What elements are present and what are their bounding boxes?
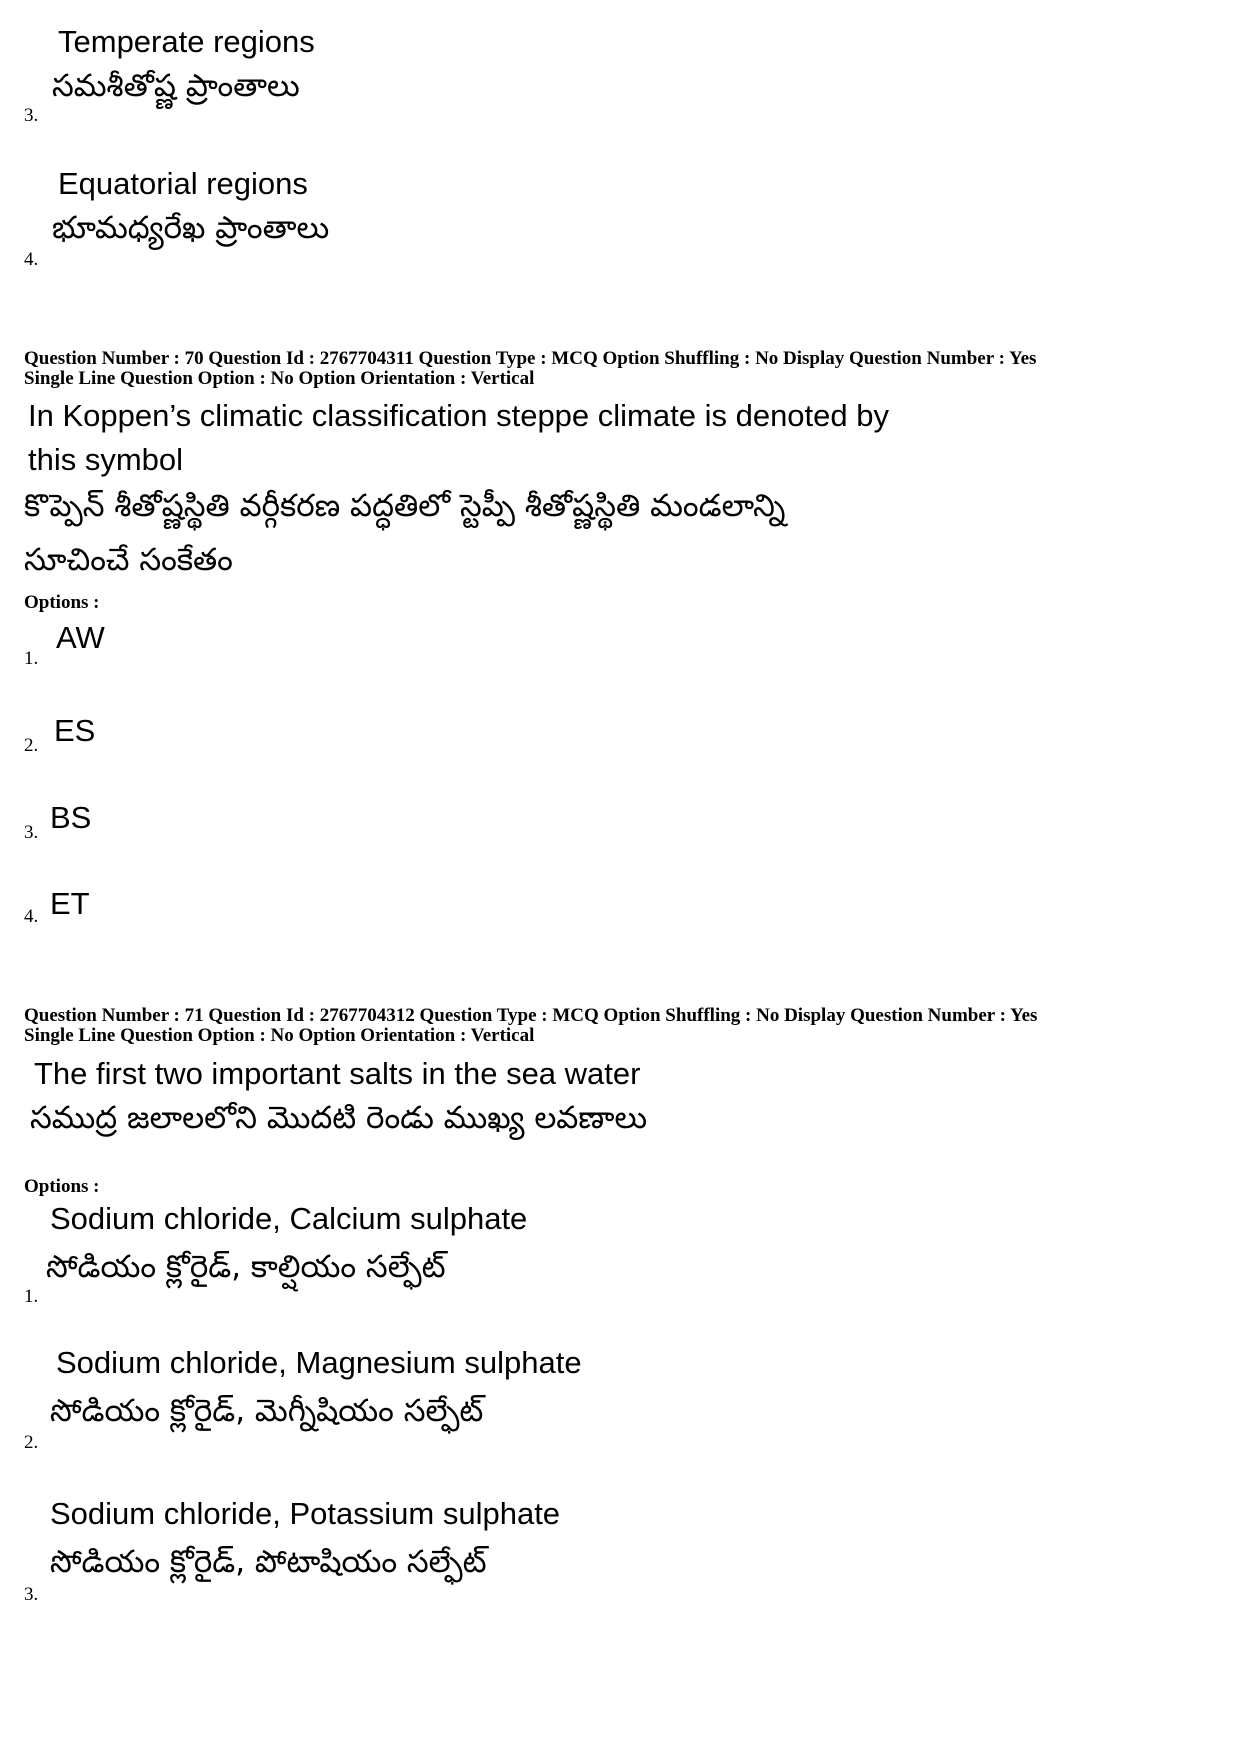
q71-option-3-te[interactable]: సోడియం క్లోరైడ్, పోటాషియం సల్ఫేట్ [50,1544,487,1580]
q70-option-3[interactable]: BS [50,800,92,835]
q71-option-1-number: 1. [24,1286,39,1307]
q70-question-te-line1: కొప్పెన్ శీతోష్ణస్థితి వర్గీకరణ పద్ధతిలో స్టెప్పీ శీతోష్ణస్థితి మండలాన్ని [24,488,786,524]
q71-question-en: The first two important salts in the sea water [34,1056,641,1091]
q70-option-2-number: 2. [24,735,39,756]
q70-question-en-line1: In Koppen’s climatic classification steppe climate is denoted by [28,398,889,433]
q71-option-1-te[interactable]: సోడియం క్లోరైడ్, కాల్షియం సల్ఫేట్ [46,1249,446,1285]
q70-option-4[interactable]: ET [50,886,90,921]
q71-meta-line1: Question Number : 71 Question Id : 2767704312 Question Type : MCQ Option Shuffling : No Display Question Number : Yes [24,1005,1038,1026]
q70-option-2[interactable]: ES [54,713,96,748]
prev-option-3-en: Temperate regions [58,24,315,59]
q71-option-1-en[interactable]: Sodium chloride, Calcium sulphate [50,1201,528,1236]
q71-option-3-number: 3. [24,1584,39,1605]
prev-option-3-number: 3. [24,105,39,126]
prev-option-4-en: Equatorial regions [58,166,308,201]
q70-option-1[interactable]: AW [56,620,105,655]
q71-question-te: సముద్ర జలాలలోని మొదటి రెండు ముఖ్య లవణాలు [30,1100,648,1136]
q70-option-1-number: 1. [24,648,39,669]
q71-option-2-te[interactable]: సోడియం క్లోరైడ్, మెగ్నీషియం సల్ఫేట్ [50,1393,484,1429]
q70-options-label: Options : [24,592,100,613]
q71-options-label: Options : [24,1176,100,1197]
q71-option-3-en[interactable]: Sodium chloride, Potassium sulphate [50,1496,561,1531]
prev-option-4-number: 4. [24,249,39,270]
q71-meta-line2: Single Line Question Option : No Option Orientation : Vertical [24,1025,535,1046]
q70-option-3-number: 3. [24,822,39,843]
q70-meta-line1: Question Number : 70 Question Id : 2767704311 Question Type : MCQ Option Shuffling : No Display Question Number : Yes [24,348,1037,369]
q71-option-2-en[interactable]: Sodium chloride, Magnesium sulphate [56,1345,582,1380]
q70-question-te-line2: సూచించే సంకేతం [24,542,233,578]
prev-option-4-te: భూమధ్యరేఖ ప్రాంతాలు [52,210,330,246]
q70-question-en-line2: this symbol [28,442,184,477]
prev-option-3-te: సమశీతోష్ణ ప్రాంతాలు [52,68,300,104]
q70-option-4-number: 4. [24,906,39,927]
q71-option-2-number: 2. [24,1432,39,1453]
q70-meta-line2: Single Line Question Option : No Option Orientation : Vertical [24,368,535,389]
